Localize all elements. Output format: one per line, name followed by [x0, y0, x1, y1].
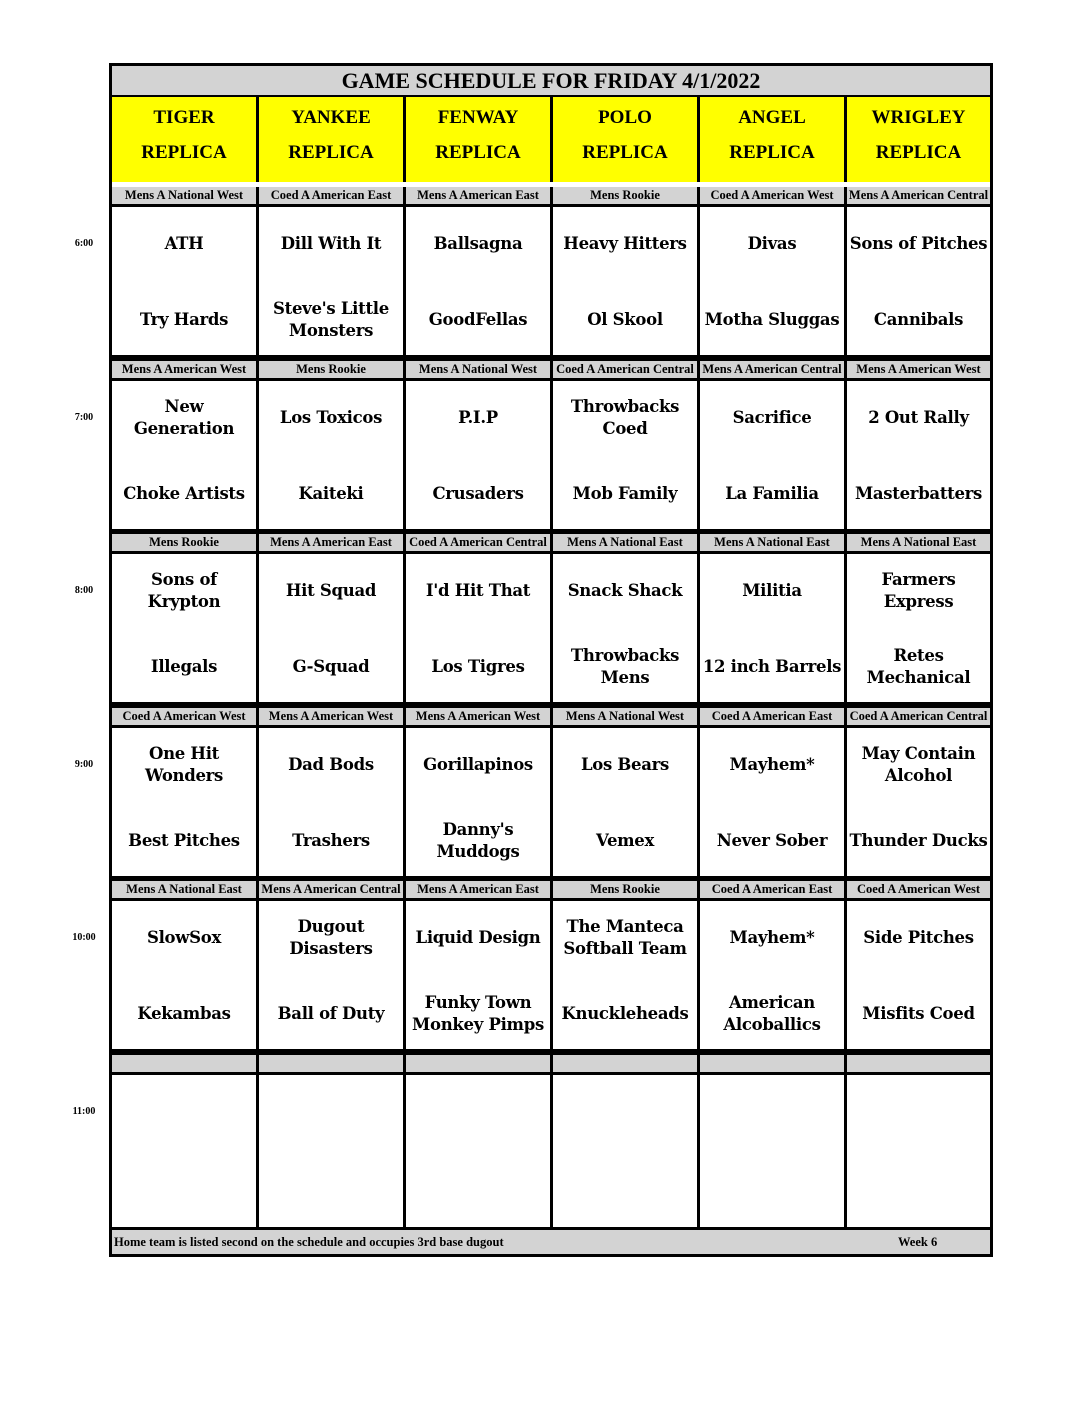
division-label: Mens A National East: [553, 534, 697, 551]
away-team: Los Bears: [580, 754, 670, 774]
away-team: Side Pitches: [863, 928, 974, 948]
division-label: Coed A American East: [700, 881, 844, 898]
division-label: Mens A American Central: [848, 188, 989, 202]
division-label: Mens A National East: [112, 881, 256, 898]
field-name: WRIGLEY: [871, 107, 966, 128]
game-cell: [847, 381, 990, 529]
game-cell: [553, 1075, 697, 1227]
game-cell: [406, 901, 550, 1049]
game-cell: [553, 901, 697, 1049]
division-label: [553, 1055, 697, 1072]
home-team: Kaiteki: [298, 483, 364, 503]
division-label: Mens A American East: [406, 187, 550, 204]
away-team: [112, 1083, 256, 1141]
home-team: Danny's Muddogs: [436, 819, 520, 861]
game-cell: [406, 728, 550, 876]
home-team: Crusaders: [432, 483, 524, 503]
division-label: Mens Rookie: [112, 534, 256, 551]
division-label: [406, 1055, 550, 1072]
field-header: [259, 97, 403, 182]
game-cell: [259, 901, 403, 1049]
division-label: Mens A National West: [553, 708, 697, 725]
division-label: Coed A American East: [700, 708, 844, 725]
home-team: Illegals: [150, 657, 218, 677]
home-team: G-Squad: [292, 657, 370, 677]
away-team: The Manteca Softball Team: [563, 917, 687, 959]
home-team: Try Hards: [139, 310, 229, 329]
division-label: Coed A American West: [847, 881, 990, 898]
away-team: Militia: [742, 581, 802, 601]
field-name: POLO: [598, 107, 652, 128]
home-team: Ol Skool: [587, 310, 663, 329]
footer-bar: [112, 1230, 990, 1254]
home-team: [847, 1159, 990, 1217]
home-team: Thunder Ducks: [849, 830, 988, 850]
division-label: [700, 1055, 844, 1072]
game-cell: [259, 1075, 403, 1227]
division-label: Mens A National East: [847, 534, 990, 551]
home-team: Ball of Duty: [277, 1004, 385, 1024]
field-type: REPLICA: [875, 142, 962, 163]
home-team: Vemex: [595, 830, 655, 850]
game-cell: [553, 207, 697, 355]
game-cell: [847, 1075, 990, 1227]
away-team: One Hit Wonders: [144, 743, 224, 785]
game-cell: [112, 554, 256, 702]
field-name: YANKEE: [291, 107, 371, 128]
away-team: [553, 1083, 697, 1141]
game-cell: [847, 728, 990, 876]
division-label: Mens A American East: [259, 534, 403, 551]
away-team: Sacrifice: [732, 407, 812, 427]
away-team: SlowSox: [146, 928, 222, 948]
game-cell: [406, 381, 550, 529]
division-label: Mens A National East: [700, 534, 844, 551]
away-team: Ballsagna: [433, 234, 523, 253]
time-label: 11:00: [72, 1106, 96, 1117]
home-team: Never Sober: [716, 830, 828, 850]
home-team: Kekambas: [137, 1004, 231, 1024]
away-team: [847, 1083, 990, 1141]
away-team: Hit Squad: [285, 581, 377, 601]
division-label: Coed A American Central: [553, 361, 697, 378]
game-cell: [112, 901, 256, 1049]
game-cell: [700, 381, 844, 529]
division-label: Coed A American West: [700, 187, 844, 204]
field-name: TIGER: [153, 107, 215, 128]
division-label: Mens Rookie: [259, 361, 403, 378]
away-team: Mayhem*: [729, 928, 815, 948]
game-cell: [259, 728, 403, 876]
field-type: REPLICA: [435, 142, 521, 163]
game-cell: [259, 207, 403, 355]
away-team: Snack Shack: [567, 581, 683, 601]
footer-note: Home team is listed second on the schedule and occupies 3rd base dugout: [114, 1235, 504, 1249]
field-name: ANGEL: [738, 107, 806, 128]
home-team: Misfits Coed: [862, 1004, 975, 1024]
field-header: [112, 97, 256, 182]
game-cell: [112, 381, 256, 529]
away-team: I'd Hit That: [425, 581, 531, 601]
away-team: Dill With It: [280, 234, 382, 253]
field-header: [700, 97, 844, 182]
home-team: Retes Mechanical: [866, 646, 971, 688]
home-team: Steve's Little Monsters: [273, 299, 389, 340]
home-team: Los Tigres: [431, 657, 525, 677]
home-team: [112, 1159, 256, 1217]
away-team: Sons of Krypton: [147, 570, 221, 612]
home-team: Best Pitches: [128, 830, 240, 850]
home-team: GoodFellas: [428, 310, 528, 329]
time-label: 6:00: [74, 238, 94, 249]
game-cell: [406, 1075, 550, 1227]
game-cell: [700, 728, 844, 876]
away-team: Dugout Disasters: [289, 917, 373, 959]
division-label: Mens Rookie: [553, 881, 697, 898]
time-label: 9:00: [74, 758, 94, 770]
home-team: [700, 1159, 844, 1217]
home-team: [259, 1159, 403, 1217]
home-team: Motha Sluggas: [704, 310, 840, 329]
time-label: 8:00: [74, 585, 94, 597]
home-team: Knuckleheads: [561, 1004, 689, 1024]
division-label: Coed A American Central: [406, 534, 550, 551]
field-type: REPLICA: [729, 142, 815, 163]
game-cell: [259, 554, 403, 702]
field-header: [553, 97, 697, 182]
game-cell: [553, 728, 697, 876]
away-team: Heavy Hitters: [563, 234, 687, 253]
away-team: 2 Out Rally: [868, 407, 969, 427]
game-cell: [259, 381, 403, 529]
home-team: [553, 1159, 697, 1217]
division-label: Mens A National West: [406, 361, 550, 378]
division-label: Mens A American West: [847, 361, 990, 378]
away-team: P.I.P: [458, 407, 498, 427]
game-cell: [700, 554, 844, 702]
field-type: REPLICA: [288, 142, 374, 163]
home-team: Trashers: [292, 830, 370, 850]
division-label: Coed A American Central: [847, 708, 990, 725]
game-cell: [112, 1075, 256, 1227]
field-type: REPLICA: [582, 142, 668, 163]
division-label: Coed A American East: [259, 187, 403, 204]
away-team: Gorillapinos: [423, 754, 533, 774]
division-label: Mens A American Central: [259, 881, 403, 898]
field-header: [847, 97, 990, 182]
away-team: [406, 1083, 550, 1141]
time-label: 7:00: [74, 411, 94, 423]
away-team: May Contain Alcohol: [861, 743, 976, 785]
away-team: [700, 1083, 844, 1141]
field-type: REPLICA: [141, 142, 227, 163]
home-team: [406, 1159, 550, 1217]
away-team: Throwbacks Coed: [570, 396, 680, 438]
division-label: Mens A American West: [259, 708, 403, 725]
division-label: Mens Rookie: [553, 187, 697, 204]
home-team: Cannibals: [873, 310, 964, 329]
game-cell: [112, 207, 256, 355]
away-team: ATH: [164, 234, 204, 253]
home-team: Masterbatters: [854, 483, 983, 503]
home-team: American Alcoballics: [723, 993, 821, 1035]
game-cell: [553, 554, 697, 702]
home-team: 12 inch Barrels: [702, 657, 842, 677]
time-label: 10:00: [72, 932, 96, 944]
away-team: [259, 1083, 403, 1141]
field-name: FENWAY: [437, 107, 519, 128]
home-team: Mob Family: [572, 483, 678, 503]
game-cell: [406, 207, 550, 355]
division-label: Mens A American West: [406, 708, 550, 725]
game-cell: [847, 554, 990, 702]
away-team: Sons of Pitches: [849, 234, 988, 253]
game-cell: [112, 728, 256, 876]
game-cell: [700, 901, 844, 1049]
away-team: Farmers Express: [881, 570, 956, 612]
division-label: Mens A American East: [406, 881, 550, 898]
game-cell: [700, 1075, 844, 1227]
away-team: New Generation: [133, 396, 235, 438]
division-label: Mens A American Central: [700, 361, 844, 378]
game-cell: [847, 207, 990, 355]
game-cell: [847, 901, 990, 1049]
schedule-title: GAME SCHEDULE FOR FRIDAY 4/1/2022: [112, 66, 990, 95]
division-label: [112, 1055, 256, 1072]
division-label: Mens A American West: [112, 361, 256, 378]
away-team: Dad Bods: [288, 754, 374, 774]
division-label: Mens A National West: [112, 187, 256, 204]
home-team: Throwbacks Mens: [570, 646, 680, 688]
home-team: Choke Artists: [123, 483, 245, 503]
division-label: Coed A American West: [112, 708, 256, 725]
game-cell: [406, 554, 550, 702]
away-team: Liquid Design: [415, 928, 541, 948]
game-cell: [553, 381, 697, 529]
field-header: [406, 97, 550, 182]
home-team: La Familia: [725, 483, 819, 503]
division-label: [847, 1055, 990, 1072]
game-cell: [700, 207, 844, 355]
home-team: Funky Town Monkey Pimps: [412, 993, 544, 1035]
away-team: Mayhem*: [729, 754, 815, 774]
away-team: Los Toxicos: [279, 407, 383, 427]
schedule-table: [109, 63, 993, 1257]
week-label: Week 6: [898, 1235, 938, 1249]
away-team: Divas: [747, 234, 797, 253]
division-label: [259, 1055, 403, 1072]
